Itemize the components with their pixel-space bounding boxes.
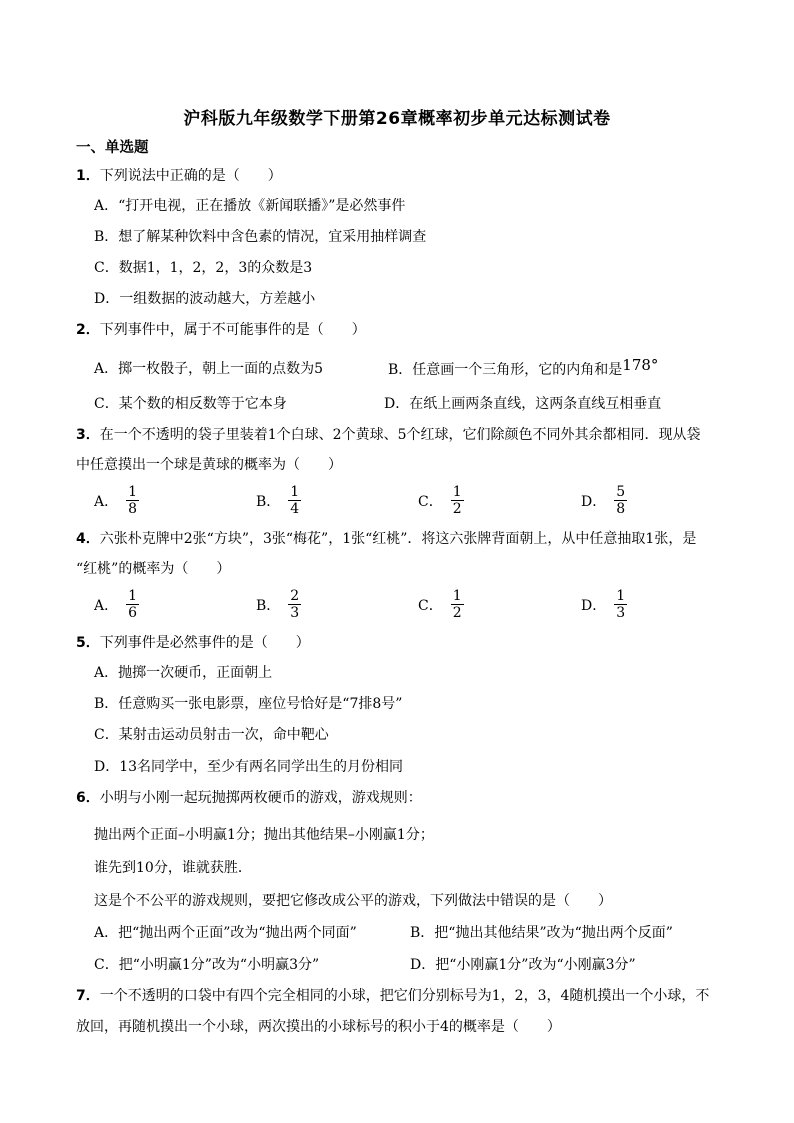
q3-option-a [94,484,139,517]
numerator: 1 [452,588,462,604]
question-stem: 下列事件是必然事件的是（ ） [99,635,310,651]
exam-title: 沪科版九年级数学下册第26章概率初步单元达标测试卷 [183,109,611,129]
question-7-line-1 [76,986,709,1006]
question-number: 4． [76,531,100,547]
q5-option-a: A．抛掷一次硬币，正面朝上 [94,665,273,681]
question-stem: 六张朴克牌中2张“方块”，3张“梅花”，1张“红桃”．将这六张牌背面朝上，从中任意抽取1张，是 [99,531,697,547]
question-2 [76,320,366,340]
fraction [451,588,464,621]
option-label: B． [256,597,281,614]
q1-option-b: B．想了解某种饮料中含色素的情况，宜采用抽样调查 [94,229,427,245]
denominator: 2 [452,501,462,517]
question-number: 5． [76,635,100,651]
q5-option-d: D．13名同学中，至少有两名同学出生的月份相同 [94,759,404,775]
option-label: A． [94,493,119,510]
fraction [126,588,139,621]
q6-option-b: B．把“抛出其他结果”改为“抛出两个反面” [410,925,673,941]
fraction [614,484,627,517]
option-label: C． [418,597,443,614]
q1-option-a: A．“打开电视，正在播放《新闻联播》”是必然事件 [94,198,406,214]
q3-option-b [256,484,301,517]
q6-option-a: A．把“抛出两个正面”改为“抛出两个同面” [94,925,357,941]
fraction [288,588,301,621]
q5-option-b: B．任意购买一张电影票，座位号恰好是“7排8号” [94,696,403,712]
numerator: 2 [290,588,300,604]
fraction [614,588,627,621]
option-label: D． [581,493,607,510]
question-4-line-2: “红桃”的概率为（ ） [76,561,231,577]
angle-value: 178° [622,356,659,374]
option-label: B． [256,493,281,510]
q2-option-d: D．在纸上画两条直线，这两条直线互相垂直 [384,396,662,412]
denominator: 8 [128,501,138,517]
q4-option-d [581,588,627,621]
question-3-line-2: 中任意摸出一个球是黄球的概率为（ ） [76,457,342,473]
q6-question: 这是个不公平的游戏规则，要把它修改成公平的游戏，下列做法中错误的是（ ） [94,893,612,909]
numerator: 1 [128,588,138,604]
section-heading: 一、单选题 [76,140,149,156]
q1-option-c: C．数据1，1，2，2，3的众数是3 [94,260,313,276]
q6-rule-2: 谁先到10分，谁就获胜． [94,860,252,876]
question-4-line-1 [76,529,696,549]
question-7-line-2: 放回，再随机摸出一个小球，两次摸出的小球标号的积小于4的概率是（ ） [76,1019,561,1035]
denominator: 6 [128,605,138,621]
question-number: 7． [76,988,100,1004]
question-6 [76,788,422,808]
fraction [126,484,139,517]
option-label: C． [418,493,443,510]
denominator: 3 [616,605,626,621]
option-label: D． [581,597,607,614]
question-stem: 下列说法中正确的是（ ） [99,168,282,184]
q4-option-b [256,588,301,621]
question-number: 1． [76,168,100,184]
fraction [288,484,301,517]
q4-option-a [94,588,139,621]
denominator: 8 [616,501,626,517]
q6-option-d: D．把“小刚赢1分”改为“小刚赢3分” [410,957,636,973]
question-5 [76,633,310,653]
q2-option-c: C．某个数的相反数等于它本身 [94,396,287,412]
question-3-line-1 [76,425,700,445]
denominator: 2 [452,605,462,621]
question-stem: 下列事件中，属于不可能事件的是（ ） [99,322,366,338]
q5-option-c: C．某射击运动员射击一次，命中靶心 [94,727,329,743]
question-1 [76,166,282,186]
q2-option-b-text: B．任意画一个三角形，它的内角和是 [388,362,623,378]
option-label: A． [94,597,119,614]
q2-option-b [388,356,659,380]
numerator: 1 [128,484,138,500]
numerator: 1 [290,484,300,500]
question-number: 2． [76,322,100,338]
q4-option-c [418,588,464,621]
q3-option-c [418,484,464,517]
q1-option-d: D．一组数据的波动越大，方差越小 [94,291,316,307]
q3-option-d [581,484,627,517]
question-number: 3． [76,427,100,443]
denominator: 3 [290,605,300,621]
denominator: 4 [290,501,300,517]
question-stem: 一个不透明的口袋中有四个完全相同的小球，把它们分别标号为1，2，3，4随机摸出一个小球，不 [99,988,710,1004]
q6-option-c: C．把“小明赢1分”改为“小明赢3分” [94,957,320,973]
q6-rule-1: 抛出两个正面–小明赢1分；抛出其他结果–小刚赢1分； [94,827,434,843]
question-stem: 小明与小刚一起玩抛掷两枚硬币的游戏，游戏规则： [99,790,422,806]
numerator: 1 [616,588,626,604]
numerator: 5 [616,484,626,500]
q2-option-a: A．掷一枚骰子，朝上一面的点数为5 [94,361,324,377]
question-number: 6． [76,790,100,806]
fraction [451,484,464,517]
question-stem: 在一个不透明的袋子里装着1个白球、2个黄球、5个红球，它们除颜色不同外其余都相同．现从袋 [99,427,701,443]
numerator: 1 [452,484,462,500]
